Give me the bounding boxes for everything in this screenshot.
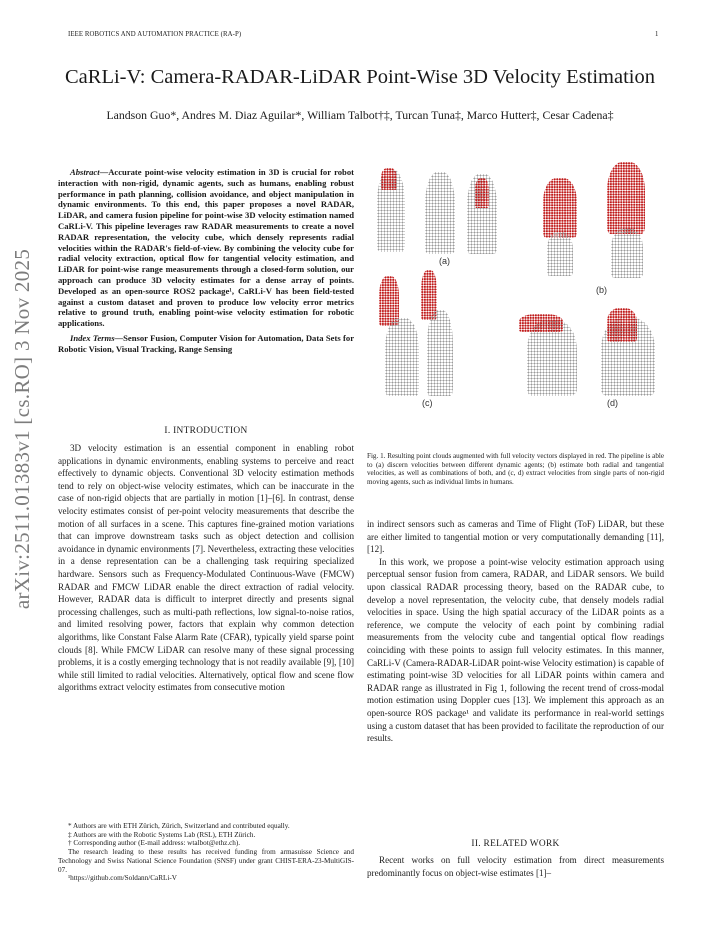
figure-1b-pointcloud (537, 158, 664, 286)
footnote-corresponding: † Corresponding author (E-mail address: wtalbot@ethz.ch). (68, 839, 241, 848)
arxiv-stamp: arXiv:2511.01383v1 [cs.RO] 3 Nov 2025 (10, 248, 34, 610)
figure-1 (367, 158, 664, 444)
intro-paragraph-1: 3D velocity estimation is an essential component in enabling robot applications in dynamic environments, enabling systems to perceive and react effectively to dynamic objects. Conventional 3D velocity estimation methods tend to rely on object-wise velocity estimates, which can be inaccurate in the case of non-rigid objects that are partially in motion [1]–[6]. In contrast, dense velocity estimates consist of per-point velocity measurements that describe the motion of all surfaces in a scene. This captures fine-grained motion variations that can improve downstream tasks such as object detection and collision avoidance in dynamic environments [7]. Nevertheless, extracting these velocities in a dense representation can be a challenging task requiring specialized hardware. Sensors such as Frequency-Modulated Continuous-Wave (FMCW) RADAR and FMCW LiDAR enable the direct extraction of radial velocity. However, RADAR data is difficult to interpret directly and presents signal processing challenges, such as multi-path reflections, low signal-to-noise ratios, and limited resolving power, factors that explain why common detection algorithms, like Constant False Alarm Rate (CFAR), typically yield sparse point clouds [8]. While FMCW LiDAR can resolve many of these signal processing problems, it is a costly emerging technology that is not readily available [9], [10] while still limited to radial velocities. Alternatively, optical flow and scene flow algorithms extract velocity estimates from consecutive motion (58, 443, 354, 693)
intro-paragraph-continued: in indirect sensors such as cameras and Time of Flight (ToF) LiDAR, but these are either limited to tangential motion or very computationally demanding [11], [12]. (367, 519, 664, 555)
journal-header: IEEE ROBOTICS AND AUTOMATION PRACTICE (RA-P) (68, 31, 242, 38)
figure-1b-label: (b) (596, 285, 607, 295)
index-terms-text: —Sensor Fusion, Computer Vision for Automation, Data Sets for Robotic Vision, Visual Tracking, Range Sensing (58, 332, 355, 354)
figure-1c-pointcloud (367, 270, 507, 398)
author-list: Landson Guo*, Andres M. Diaz Aguilar*, William Talbot†‡, Turcan Tuna‡, Marco Hutter‡, Cesar Cadena‡ (106, 108, 614, 122)
abstract-block (58, 167, 354, 355)
figure-1-caption: Fig. 1. Resulting point clouds augmented with full velocity vectors displayed in red. The pipeline is able to (a) discern velocities between different dynamic agents; (b) estimate both radial and tangential velocities, as well as combinations of both, and (c, d) extract velocities from single parts of non-rigid moving agents, such as individual limbs in humans. (367, 452, 664, 486)
figure-1d-pointcloud (517, 308, 664, 398)
abstract-text: —Accurate point-wise velocity estimation in 3D is crucial for robot interaction with non-rigid, dynamic agents, such as humans, enabling robust performance in path planning, collision avoidance, and object manipulation in dynamic environments. To this end, this paper proposes a novel RADAR, LiDAR, and camera fusion pipeline for point-wise 3D velocity estimation named CaRLi-V. This pipeline leverages raw RADAR measurements to create a novel RADAR representation, the velocity cube, which densely represents radial velocities within the RADAR's field-of-view. By combining the velocity cube for radial velocity extraction, optical flow for tangential velocity estimation, and LiDAR for point-wise range measurements through a closed-form solution, our approach can produce 3D velocity estimates for a dense array of points. Developed as an open-source ROS2 package¹, CaRLi-V has been field-tested against a custom dataset and proven to produce low velocity error metrics relative to ground truth, enabling point-wise velocity estimation for robotic applications. (58, 167, 354, 329)
figure-1a-label: (a) (439, 256, 450, 266)
figure-1c-label: (c) (422, 398, 433, 408)
section-heading-related-work: II. RELATED WORK (471, 839, 560, 849)
abstract-label: Abstract (70, 167, 100, 177)
intro-left-column (58, 442, 354, 694)
section-heading-introduction: I. INTRODUCTION (164, 426, 248, 436)
figure-1a-pointcloud (367, 158, 507, 258)
index-terms-label: Index Terms (70, 332, 115, 343)
footnote-rsl: ‡ Authors are with the Robotic Systems Lab (RSL), ETH Zürich. (68, 830, 256, 839)
related-work-paragraph-1: Recent works on full velocity estimation from direct measurements predominantly focus on object-wise estimates [1]– (367, 855, 664, 878)
footnotes (58, 822, 354, 883)
page-number: 1 (655, 31, 659, 38)
intro-right-column (367, 518, 664, 745)
related-work-text (367, 854, 664, 879)
figure-1d-label: (d) (607, 398, 618, 408)
intro-paragraph-2: In this work, we propose a point-wise velocity estimation approach using perceptual sensor fusion from camera, RADAR, and LiDAR sensors. We build upon classical RADAR processing theory, based on the RADAR cube, to develop a novel representation, the velocity cube, that densely models radial velocities in space. Using the high spatial accuracy of the LiDAR points as a reference, we compute the velocity of each point by combining radial measurements from the velocity cube and tangential optical flow readings coinciding with these points to assign full velocity estimates. In this manner, CaRLi-V (Camera-RADAR-LiDAR point-wise Velocity estimation) is capable of estimating point-wise 3D velocities for all LiDAR points within camera and RADAR range as illustrated in Fig 1, following the recent trend of cross-modal motion estimation using Doppler cues [13]. We implement this approach as an open-source ROS package¹ and validate its performance in real-world settings using a custom dataset that has been provided to facilitate the reproduction of our results. (367, 556, 664, 744)
footnote-repo-link: ¹https://github.com/Soldann/CaRLi-V (68, 874, 177, 883)
footnote-funding: The research leading to these results has received funding from armasuisse Science and Technology and Swiss National Science Foundation (SNSF) under grant CHIST-ERA-23-MultiGIS-07. (58, 848, 354, 874)
paper-title: CaRLi-V: Camera-RADAR-LiDAR Point-Wise 3D Velocity Estimation (65, 66, 655, 88)
footnote-equal-contribution: * Authors are with ETH Zürich, Zürich, Switzerland and contributed equally. (68, 822, 290, 830)
